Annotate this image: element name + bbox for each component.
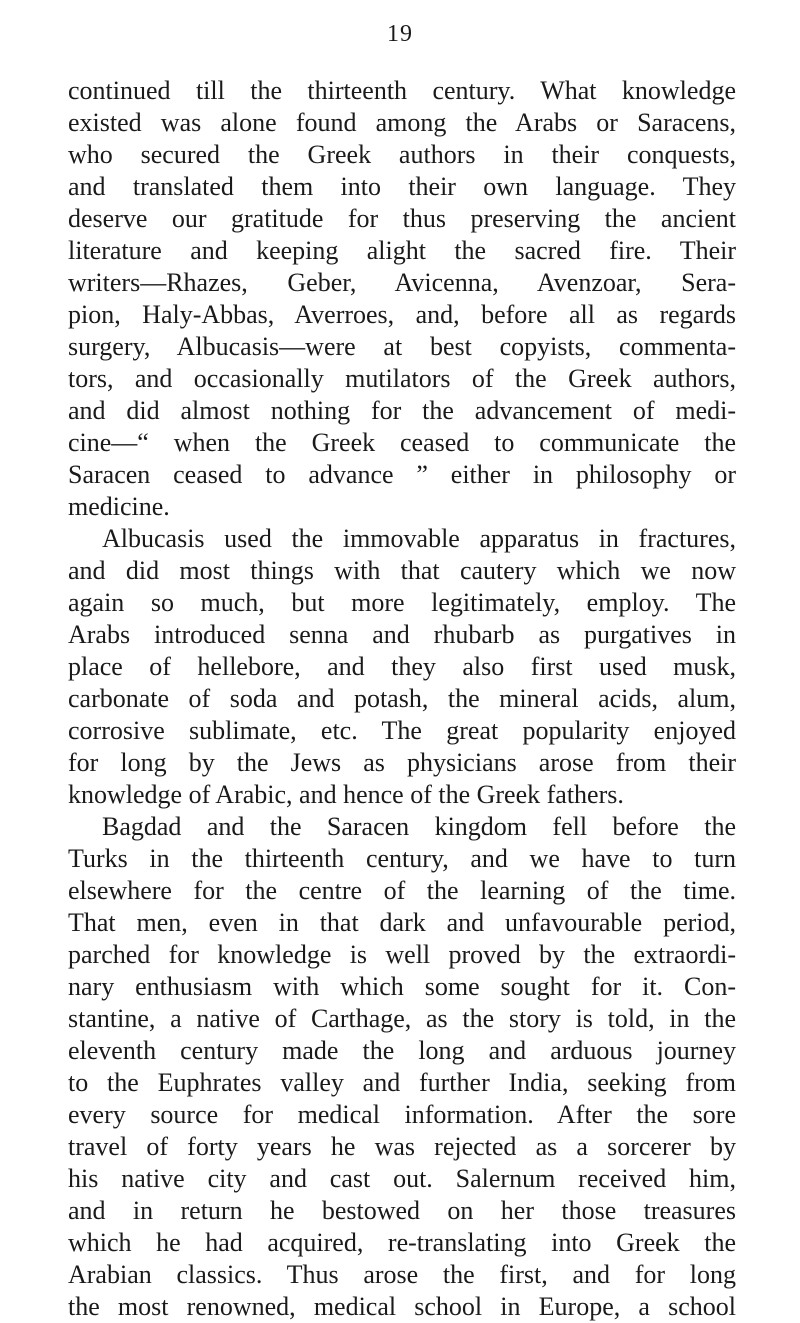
text-line: the most renowned, medical school in Europe, a school xyxy=(68,1292,736,1321)
text-line: carbonate of soda and potash, the mineral acids, alum, xyxy=(68,684,736,713)
text-line: medicine. xyxy=(68,492,170,521)
text-line: and in return he bestowed on her those treasures xyxy=(68,1196,736,1225)
text-line: writers—Rhazes, Geber, Avicenna, Avenzoar, Sera- xyxy=(68,268,736,297)
text-line: knowledge of Arabic, and hence of the Greek fathers. xyxy=(68,780,624,809)
text-line: tors, and occasionally mutilators of the Greek authors, xyxy=(68,364,736,393)
text-line: pion, Haly-Abbas, Averroes, and, before all as regards xyxy=(68,300,736,329)
text-line: literature and keeping alight the sacred fire. Their xyxy=(68,236,736,265)
text-line: elsewhere for the centre of the learning of the time. xyxy=(68,876,736,905)
text-line: Arabian classics. Thus arose the first, and for long xyxy=(68,1260,736,1289)
text-line: place of hellebore, and they also first used musk, xyxy=(68,652,736,681)
text-line: corrosive sublimate, etc. The great popularity enjoyed xyxy=(68,716,736,745)
text-line: nary enthusiasm with which some sought for it. Con- xyxy=(68,972,736,1001)
page-number: 19 xyxy=(387,21,413,47)
text-line: Saracen ceased to advance ” either in philosophy or xyxy=(68,460,736,489)
text-line: his native city and cast out. Salernum received him, xyxy=(68,1164,736,1193)
text-line: deserve our gratitude for thus preserving the ancient xyxy=(68,204,736,233)
text-line: existed was alone found among the Arabs or Saracens, xyxy=(68,108,736,137)
text-line: again so much, but more legitimately, employ. The xyxy=(68,588,736,617)
text-line: Turks in the thirteenth century, and we have to turn xyxy=(68,844,736,873)
text-line: and did almost nothing for the advancement of medi- xyxy=(68,396,736,425)
text-line: Arabs introduced senna and rhubarb as purgatives in xyxy=(68,620,736,649)
text-line: every source for medical information. After the sore xyxy=(68,1100,736,1129)
text-line: and translated them into their own language. They xyxy=(68,172,736,201)
text-line: cine—“ when the Greek ceased to communicate the xyxy=(68,428,736,457)
text-line: for long by the Jews as physicians arose from their xyxy=(68,748,736,777)
text-line: travel of forty years he was rejected as a sorcerer by xyxy=(68,1132,736,1161)
text-line: Albucasis used the immovable apparatus in fractures, xyxy=(102,524,736,553)
text-line: That men, even in that dark and unfavourable period, xyxy=(68,908,736,937)
text-line: stantine, a native of Carthage, as the story is told, in the xyxy=(68,1004,736,1033)
text-line: Bagdad and the Saracen kingdom fell before the xyxy=(102,812,736,841)
text-line: surgery, Albucasis—were at best copyists, commenta- xyxy=(68,332,736,361)
text-line: to the Euphrates valley and further India, seeking from xyxy=(68,1068,736,1097)
text-line: which he had acquired, re-translating into Greek the xyxy=(68,1228,736,1257)
text-line: parched for knowledge is well proved by the extraordi- xyxy=(68,940,736,969)
text-line: and did most things with that cautery which we now xyxy=(68,556,736,585)
text-line: eleventh century made the long and arduous journey xyxy=(68,1036,736,1065)
text-line: continued till the thirteenth century. What knowledge xyxy=(68,76,736,105)
body-text xyxy=(68,75,736,1323)
text-line: who secured the Greek authors in their conquests, xyxy=(68,140,736,169)
